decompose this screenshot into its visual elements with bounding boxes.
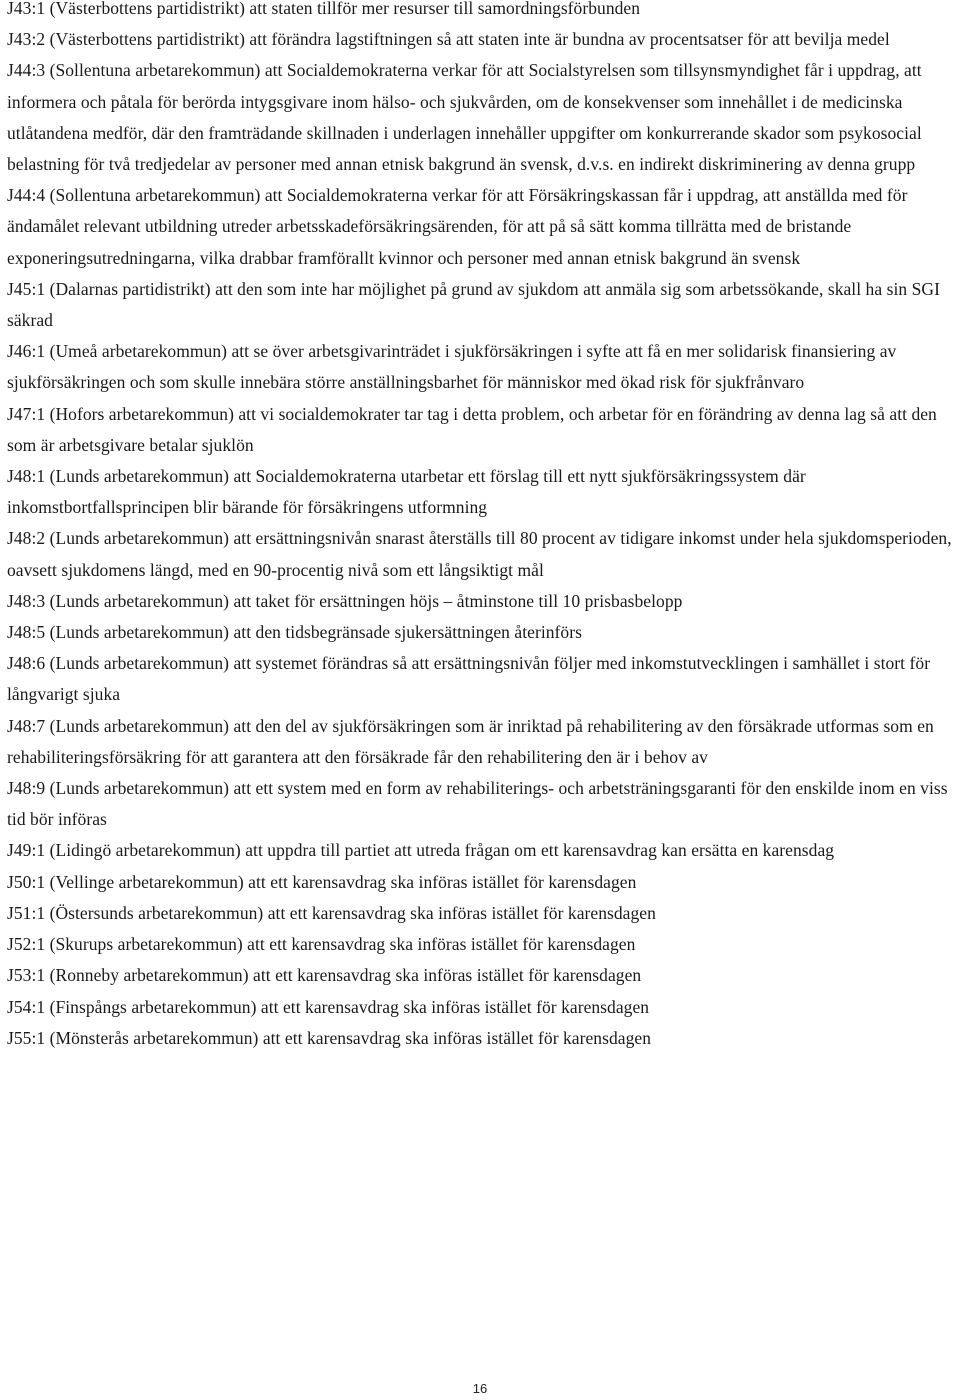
motion-item: J48:3 (Lunds arbetarekommun) att taket för ersättningen höjs – åtminstone till 10 prisbasbelopp: [7, 590, 683, 611]
motion-item: J43:1 (Västerbottens partidistrikt) att staten tillför mer resurser till samordningsförbunden: [7, 0, 641, 18]
motion-item: J48:5 (Lunds arbetarekommun) att den tidsbegränsade sjukersättningen återinförs: [7, 622, 582, 643]
motion-item: J46:1 (Umeå arbetarekommun) att se över arbetsgivarinträdet i sjukförsäkringen i syfte att få en mer solidarisk finansiering av sjukförsäkringen och som skulle innebära större anställningsbarhet för människor med ökad risk för sjukfrånvaro: [7, 341, 897, 393]
motion-item: J43:2 (Västerbottens partidistrikt) att förändra lagstiftningen så att staten inte är bundna av procentsatser för att bevilja medel: [7, 29, 890, 50]
motion-list: [7, 0, 957, 1054]
motion-item: J47:1 (Hofors arbetarekommun) att vi socialdemokrater tar tag i detta problem, och arbetar för en förändring av denna lag så att den som är arbetsgivare betalar sjuklön: [7, 403, 937, 455]
motion-item: J54:1 (Finspångs arbetarekommun) att ett karensavdrag ska införas istället för karensdagen: [7, 996, 650, 1017]
motion-item: J50:1 (Vellinge arbetarekommun) att ett karensavdrag ska införas istället för karensdagen: [7, 871, 637, 892]
motion-item: J44:4 (Sollentuna arbetarekommun) att Socialdemokraterna verkar för att Försäkringskassan får i uppdrag, att anställda med för ändamålet relevant utbildning utreder arbetsskadeförsäkringsärenden, för att på så sätt komma tillrätta med de bristande exponeringsutredningarna, vilka drabbar framförallt kvinnor och personer med annan etnisk bakgrund än svensk: [7, 185, 908, 268]
motion-item: J49:1 (Lidingö arbetarekommun) att uppdra till partiet att utreda frågan om ett karensavdrag kan ersätta en karensdag: [7, 840, 835, 861]
motion-item: J55:1 (Mönsterås arbetarekommun) att ett karensavdrag ska införas istället för karensdagen: [7, 1027, 652, 1048]
motion-item: J48:2 (Lunds arbetarekommun) att ersättningsnivån snarast återställs till 80 procent av tidigare inkomst under hela sjukdomsperioden, oavsett sjukdomens längd, med en 90-procentig nivå som ett långsiktigt mål: [7, 528, 952, 580]
motion-item: J48:7 (Lunds arbetarekommun) att den del av sjukförsäkringen som är inriktad på rehabilitering av den försäkrade utformas som en rehabiliteringsförsäkring för att garantera att den försäkrade får den rehabilitering den är i behov av: [7, 715, 934, 767]
motion-item: J51:1 (Östersunds arbetarekommun) att ett karensavdrag ska införas istället för karensdagen: [7, 902, 656, 923]
motion-item: J52:1 (Skurups arbetarekommun) att ett karensavdrag ska införas istället för karensdagen: [7, 934, 636, 955]
page-number: 16: [472, 1381, 488, 1396]
motion-item: J45:1 (Dalarnas partidistrikt) att den som inte har möjlighet på grund av sjukdom att anmäla sig som arbetssökande, skall ha sin SGI säkrad: [7, 278, 940, 331]
motion-item: J48:6 (Lunds arbetarekommun) att systemet förändras så att ersättningsnivån följer med inkomstutvecklingen i samhället i stort för långvarigt sjuka: [7, 653, 931, 705]
motion-item: J48:9 (Lunds arbetarekommun) att ett system med en form av rehabiliterings- och arbetsträningsgaranti för den enskilde inom en viss tid bör införas: [7, 778, 948, 830]
motion-item: J53:1 (Ronneby arbetarekommun) att ett karensavdrag ska införas istället för karensdagen: [7, 965, 642, 986]
motion-item: J48:1 (Lunds arbetarekommun) att Socialdemokraterna utarbetar ett förslag till ett nytt sjukförsäkringssystem där inkomstbortfallsprincipen blir bärande för försäkringens utformning: [7, 466, 806, 518]
motion-item: J44:3 (Sollentuna arbetarekommun) att Socialdemokraterna verkar för att Socialstyrelsen som tillsynsmyndighet får i uppdrag, att informera och påtala för berörda intygsgivare inom hälso- och sjukvården, om de konsekvenser som innehållet i de medicinska utlåtandena medför, där den framträdande skillnaden i underlagen innehåller uppgifter om konkurrerande skador som psykosocial belastning för två tredjedelar av personer med annan etnisk bakgrund än svensk, d.v.s. en indirekt diskriminering av denna grupp: [7, 60, 922, 175]
